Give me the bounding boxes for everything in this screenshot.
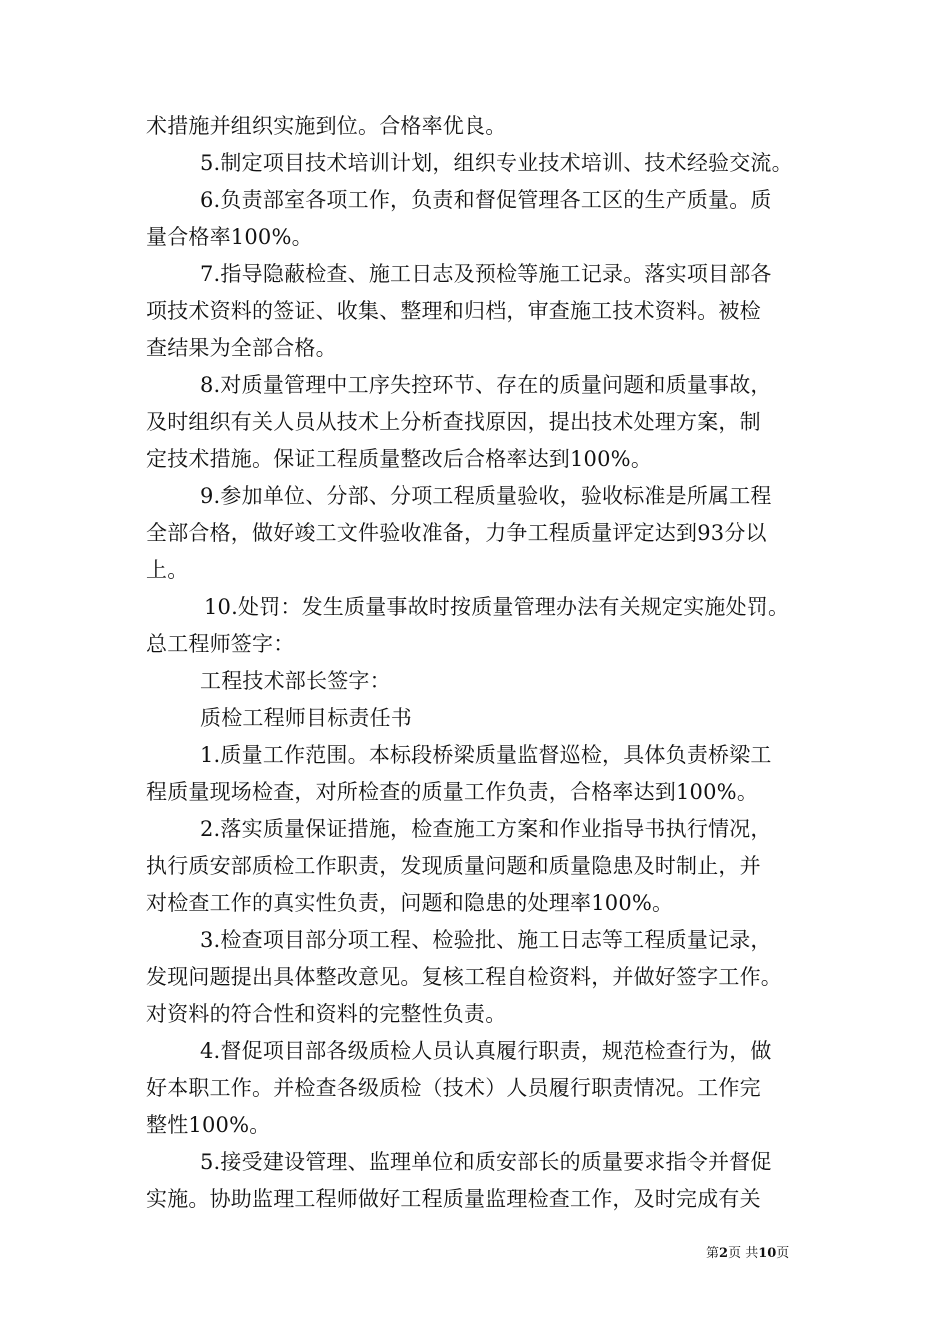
text-line: 上。 [146,558,189,582]
text-line: 整性100%。 [146,1113,271,1137]
text-line: 项技术资料的签证、收集、整理和归档，审查施工技术资料。被检 [146,299,761,323]
text-line: 好本职工作。并检查各级质检（技术）人员履行职责情况。工作完 [146,1076,761,1100]
text-line: 对资料的符合性和资料的完整性负责。 [146,1002,507,1026]
text-line: 7.指导隐蔽检查、施工日志及预检等施工记录。落实项目部各 [200,262,772,286]
text-line: 9.参加单位、分部、分项工程质量验收，验收标准是所属工程 [200,484,772,508]
text-line: 工程技术部长签字： [200,669,391,693]
text-line: 查结果为全部合格。 [146,336,337,360]
text-line: 4.督促项目部各级质检人员认真履行职责，规范检查行为，做 [200,1039,772,1063]
text-line: 总工程师签字： [146,632,295,656]
text-line: 8.对质量管理中工序失控环节、存在的质量问题和质量事故， [200,373,772,397]
text-line: 术措施并组织实施到位。合格率优良。 [146,114,507,138]
section-title: 质检工程师目标责任书 [200,706,412,730]
text-line: 1.质量工作范围。本标段桥梁质量监督巡检，具体负责桥梁工 [200,743,772,767]
footer-current-page: 2 [719,1246,729,1261]
page-footer [706,1246,789,1262]
footer-prefix: 第 [706,1246,720,1261]
text-line: 执行质安部质检工作职责，发现质量问题和质量隐患及时制止，并 [146,854,761,878]
text-line: 及时组织有关人员从技术上分析查找原因，提出技术处理方案，制 [146,410,761,434]
footer-middle: 页 共 [728,1246,759,1261]
footer-suffix: 页 [776,1246,790,1261]
text-line: 发现问题提出具体整改意见。复核工程自检资料，并做好签字工作。 [146,965,782,989]
footer-total-pages: 10 [758,1246,777,1261]
text-line: 全部合格，做好竣工文件验收准备，力争工程质量评定达到93分以 [146,521,767,545]
text-line: 5.制定项目技术培训计划，组织专业技术培训、技术经验交流。 [200,151,793,175]
text-line: 对检查工作的真实性负责，问题和隐患的处理率100%。 [146,891,674,915]
text-line: 10.处罚：发生质量事故时按质量管理办法有关规定实施处罚。 [204,595,790,619]
text-line: 定技术措施。保证工程质量整改后合格率达到100%。 [146,447,653,471]
text-line: 5.接受建设管理、监理单位和质安部长的质量要求指令并督促 [200,1150,772,1174]
text-line: 2.落实质量保证措施，检查施工方案和作业指导书执行情况， [200,817,772,841]
text-line: 量合格率100%。 [146,225,313,249]
text-line: 6.负责部室各项工作，负责和督促管理各工区的生产质量。质 [200,188,772,212]
text-line: 程质量现场检查，对所检查的质量工作负责，合格率达到100%。 [146,780,759,804]
text-line: 实施。协助监理工程师做好工程质量监理检查工作，及时完成有关 [146,1187,761,1211]
text-line: 3.检查项目部分项工程、检验批、施工日志等工程质量记录， [200,928,772,952]
